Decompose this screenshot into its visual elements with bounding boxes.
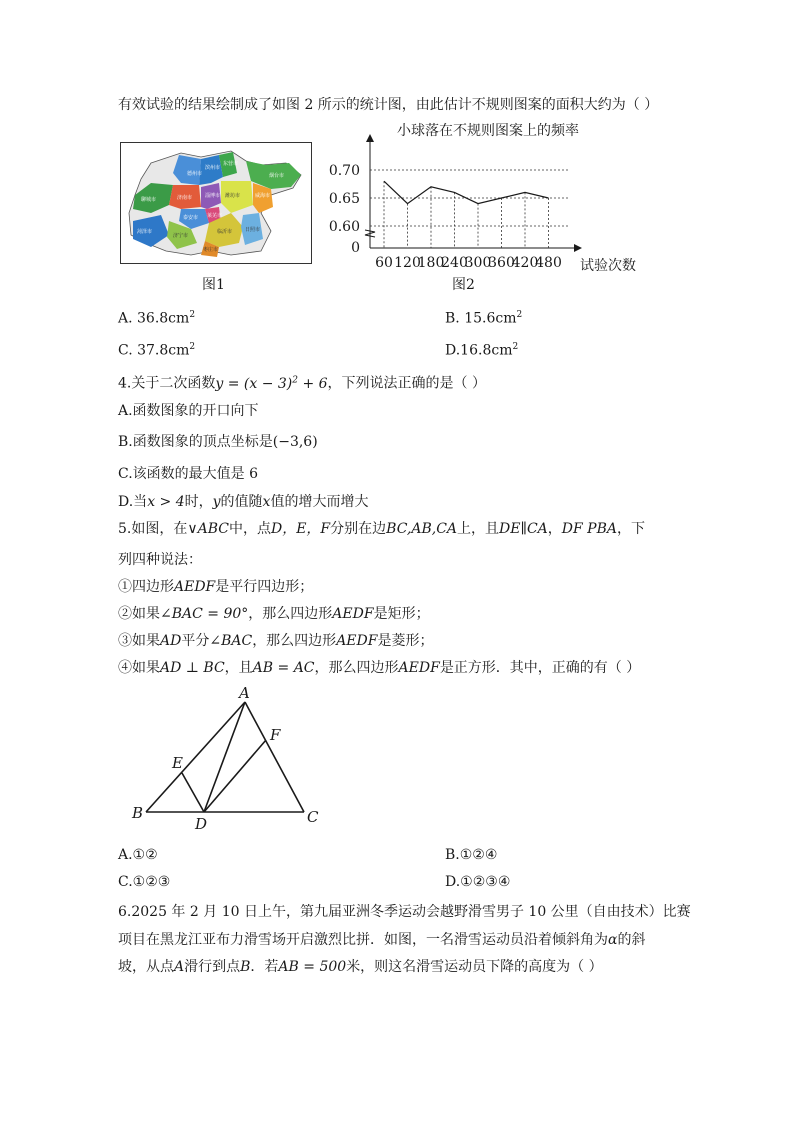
x-tick-label: 120 <box>394 255 421 271</box>
q5-s3-post: 是菱形； <box>377 633 434 649</box>
frequency-line-chart <box>318 118 658 278</box>
q6-alpha: α <box>608 932 618 948</box>
figure-1-caption: 图1 <box>202 277 225 293</box>
x-tick-label: 180 <box>417 255 445 271</box>
q5-s3-math: AD <box>160 633 182 649</box>
map-label-dezhou: 德州市 <box>187 171 203 177</box>
q4-option-d-mid2: 的值随 <box>220 494 263 510</box>
q4-option-b-math: (−3,6) <box>272 434 318 450</box>
q4-function-formula: $y = (x - 3)^2 + 6$ <box>215 375 328 392</box>
q3-option-c-text: C. 37.8cm <box>118 342 190 359</box>
q5-s4-pre: ④如果 <box>118 660 160 676</box>
x-axis-label: 试验次数 <box>580 258 636 274</box>
q3-option-d[interactable] <box>445 337 518 361</box>
q5-s1-math: AEDF <box>174 579 216 595</box>
map-label-jinan: 济南市 <box>177 195 193 201</box>
point-label-a: A <box>239 684 250 702</box>
q5-statement-3 <box>118 631 433 651</box>
x-tick-labels <box>375 255 562 271</box>
map-label-yantai: 烟台市 <box>269 173 285 179</box>
x-tick-label: 240 <box>441 255 468 271</box>
q4-stem-pre: 4.关于二次函数 <box>118 375 216 392</box>
q5-l1-mid2: 分别在边 <box>330 521 387 537</box>
map-label-zaozhuang: 枣庄市 <box>203 247 219 253</box>
q5-triangle-figure <box>126 684 326 834</box>
q5-s3-math2: ∠BAC <box>209 633 253 649</box>
q3-option-a-sup: 2 <box>189 310 196 320</box>
q3-option-d-sup: 2 <box>512 342 519 352</box>
y-tick-label: 0.70 <box>328 163 360 179</box>
q5-s4-math: AD ⊥ BC <box>160 660 225 676</box>
q5-statement-1 <box>118 577 313 597</box>
q6-condition: AB = 500 <box>278 959 347 975</box>
triangle-diagram <box>126 684 326 834</box>
map-label-jining: 济宁市 <box>173 233 189 239</box>
q4-option-d-math1: x > 4 <box>147 494 185 510</box>
q5-s4-post: 是正方形．其中，正确的有（ ） <box>439 660 641 676</box>
map-label-weifang: 潍坊市 <box>225 193 241 199</box>
q4-option-d-post: 值的增大而增大 <box>270 494 369 510</box>
x-tick-label: 300 <box>464 255 492 271</box>
q6-stem-line-2 <box>118 930 645 950</box>
q5-s3-mid: 平分 <box>181 633 210 649</box>
map-label-binzhou: 滨州市 <box>205 165 221 171</box>
q4-stem-post: ，下列说法正确的是（ ） <box>327 375 486 392</box>
map-label-rizhao: 日照市 <box>245 227 261 233</box>
q5-option-c[interactable]: C.①②③ <box>118 874 171 890</box>
q5-l1-pre: 5.如图，在∨ <box>118 521 198 537</box>
q5-l1-abc: ABC <box>197 521 229 537</box>
q3-option-b-text: B. 15.6cm <box>445 310 517 327</box>
figure-2-caption: 图2 <box>452 277 475 293</box>
q6-l2-end: 的斜 <box>617 932 646 948</box>
q6-l2-text: 项目在黑龙江亚布力滑雪场开启激烈比拼．如图，一名滑雪运动员沿着倾斜角为 <box>118 932 608 948</box>
q5-l1-cond1: DE∥CA <box>499 521 548 537</box>
segment-df <box>204 740 266 812</box>
x-axis-arrow-icon <box>574 244 582 252</box>
q5-l1-sep: ， <box>547 521 562 537</box>
y-axis-arrow-icon <box>366 134 374 142</box>
x-tick-label: 420 <box>511 255 539 271</box>
q6-stem-line-1: 6.2025 年 2 月 10 日上午，第九届亚洲冬季运动会越野滑雪男子 10 公里（自由技术）比赛 <box>118 904 691 920</box>
map-label-liaocheng: 聊城市 <box>141 197 157 203</box>
q3-option-d-text: D.16.8cm <box>445 342 513 359</box>
q4-option-d-math3: x <box>262 494 271 510</box>
axis-break-icon <box>365 230 375 237</box>
point-label-b: B <box>132 804 144 822</box>
q6-l3-mid2: ．若 <box>250 959 279 975</box>
map-label-heze: 菏泽市 <box>137 229 153 235</box>
chart-vertical-guides <box>384 181 549 248</box>
point-label-d: D <box>195 815 208 833</box>
figure-1-map <box>120 142 312 264</box>
shandong-map-icon <box>121 143 311 263</box>
q5-s4-mid2: ，那么四边形 <box>314 660 399 676</box>
y-tick-zero: 0 <box>351 240 360 256</box>
q5-option-d[interactable]: D.①②③④ <box>445 874 511 890</box>
chart-gridlines <box>370 170 570 226</box>
q5-l1-mid: 中，点 <box>228 521 271 537</box>
map-label-weihai: 威海市 <box>255 193 271 199</box>
q5-s3-mid2: ，那么四边形 <box>252 633 337 649</box>
q5-stem-line-1 <box>118 519 645 539</box>
point-label-e: E <box>172 754 183 772</box>
point-label-f: F <box>270 726 281 744</box>
map-label-laiwu: 莱芜市 <box>207 213 223 219</box>
question-3-stem-end: 有效试验的结果绘制成了如图 2 所示的统计图，由此估计不规则图案的面积大约为（ ） <box>118 97 659 113</box>
q4-option-d[interactable] <box>118 492 368 512</box>
q5-s3-pre: ③如果 <box>118 633 160 649</box>
q3-option-a-text: A. 36.8cm <box>118 310 190 327</box>
q5-l1-end: ，下 <box>617 521 645 537</box>
q5-s3-math3: AEDF <box>336 633 378 649</box>
q5-s2-mid: ，那么四边形 <box>248 606 333 622</box>
q4-option-a[interactable]: A.函数图象的开口向下 <box>118 403 259 419</box>
q5-s4-math2: AB = AC <box>252 660 315 676</box>
q3-option-b[interactable] <box>445 305 522 329</box>
q6-point-b: B <box>240 959 251 975</box>
segment-ad <box>204 702 245 812</box>
q4-option-b-text: B.函数图象的顶点坐标是 <box>118 434 273 450</box>
q4-option-b[interactable] <box>118 432 318 452</box>
q5-s2-post: 是矩形； <box>373 606 430 622</box>
q3-option-c-sup: 2 <box>189 342 196 352</box>
q5-s2-pre: ②如果 <box>118 606 160 622</box>
q5-l1-cond2: DF PBA <box>561 521 617 537</box>
side-ac <box>245 702 304 812</box>
q5-s4-math3: AEDF <box>398 660 440 676</box>
q4-option-d-mid: 时， <box>184 494 213 510</box>
point-label-c: C <box>307 808 319 826</box>
frequency-series-line <box>384 181 549 203</box>
q5-s2-math2: AEDF <box>332 606 374 622</box>
figure-2-chart <box>318 118 658 278</box>
q6-point-a: A <box>174 959 185 975</box>
q5-statement-4 <box>118 658 640 678</box>
q3-option-c[interactable] <box>118 337 195 361</box>
q5-l1-points: D，E，F <box>270 521 331 537</box>
q5-l1-mid3: 上，且 <box>457 521 500 537</box>
q6-stem-line-3 <box>118 957 603 977</box>
q4-option-d-math2: y <box>212 494 221 510</box>
segment-de <box>182 773 204 812</box>
x-tick-label: 480 <box>535 255 562 271</box>
x-tick-label: 60 <box>375 255 393 271</box>
q3-option-a[interactable] <box>118 305 195 329</box>
q5-option-a[interactable]: A.①② <box>118 847 158 863</box>
q4-option-d-pre: D.当 <box>118 494 148 510</box>
map-label-taian: 泰安市 <box>183 215 199 221</box>
map-label-zibo: 淄博市 <box>205 193 221 199</box>
y-tick-labels <box>329 163 360 235</box>
map-label-linyi: 临沂市 <box>217 229 233 235</box>
q5-statement-2 <box>118 604 430 624</box>
x-tick-label: 360 <box>488 255 515 271</box>
q5-l1-sides: BC,AB,CA <box>386 521 458 537</box>
q4-stem <box>118 370 486 394</box>
q4-option-c[interactable]: C.该函数的最大值是 6 <box>118 466 259 482</box>
q5-s1-pre: ①四边形 <box>118 579 174 595</box>
q5-stem-line-2: 列四种说法： <box>118 552 202 568</box>
map-label-dongying: 东营市 <box>223 161 239 167</box>
y-tick-label: 0.60 <box>328 219 360 235</box>
chart-title: 小球落在不规则图案上的频率 <box>397 123 579 139</box>
q5-s1-post: 是平行四边形； <box>215 579 314 595</box>
q6-l3-pre: 坡，从点 <box>118 959 174 975</box>
q6-l3-post: 米，则这名滑雪运动员下降的高度为（ ） <box>346 959 603 975</box>
q6-l3-mid: 滑行到点 <box>184 959 241 975</box>
q5-option-b[interactable]: B.①②④ <box>445 847 498 863</box>
q3-option-b-sup: 2 <box>516 310 523 320</box>
q5-s2-math: ∠BAC = 90° <box>160 606 249 622</box>
q5-s4-mid: ，且 <box>224 660 253 676</box>
y-tick-label: 0.65 <box>328 191 360 207</box>
